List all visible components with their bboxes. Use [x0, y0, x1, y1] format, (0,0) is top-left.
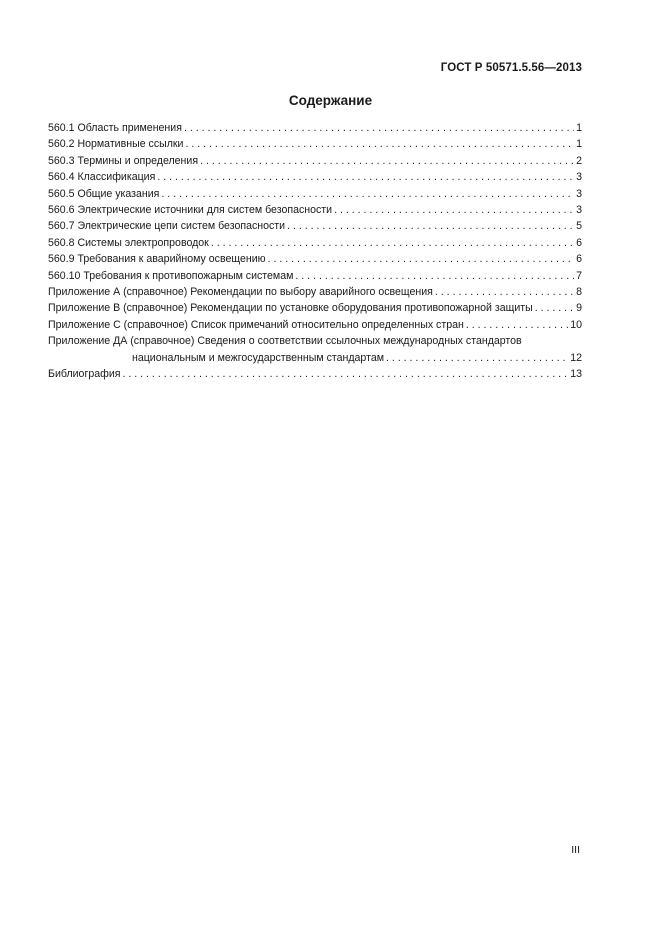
toc-entry[interactable] [48, 366, 582, 382]
toc-entry-page: 9 [576, 302, 582, 315]
toc-leader-dots [268, 251, 575, 267]
toc-entry-label: 560.5 Общие указания [48, 187, 160, 200]
toc-entry-page: 2 [576, 154, 582, 167]
toc-entry-multiline[interactable] [48, 333, 582, 366]
toc-entry-label: 560.3 Термины и определения [48, 154, 199, 167]
toc-entry-page: 10 [570, 318, 582, 331]
toc-entry[interactable] [48, 136, 582, 152]
toc-entry-label: 560.7 Электрические цепи систем безопасности [48, 220, 286, 233]
toc-entry-label: 560.8 Системы электропроводок [48, 236, 209, 249]
toc-leader-dots [211, 235, 574, 251]
toc-entry-page: 3 [576, 187, 582, 200]
toc-entry-label: 560.6 Электрические источники для систем безопасности [48, 204, 333, 217]
toc-entry-page: 6 [576, 253, 582, 266]
toc-leader-dots [122, 366, 568, 382]
toc-entry-page: 3 [576, 171, 582, 184]
toc-entry-label: 560.4 Классификация [48, 171, 156, 184]
toc-entry-page: 1 [576, 138, 582, 151]
toc-entry[interactable] [48, 202, 582, 218]
toc-leader-dots [185, 136, 574, 152]
standard-code: ГОСТ Р 50571.5.56—2013 [440, 62, 582, 74]
toc-entry-label: Приложение А (справочное) Рекомендации по выбору аварийного освещения [48, 286, 433, 299]
toc-leader-dots [386, 350, 568, 366]
toc-entry-label: Приложение В (справочное) Рекомендации по установке оборудования противопожарной защиты [48, 302, 533, 315]
toc-entry[interactable] [48, 268, 582, 284]
toc-entry[interactable] [48, 317, 582, 333]
toc-entry-label-line2: национальным и межгосударственным стандартам [132, 351, 384, 364]
toc-leader-dots [200, 153, 574, 169]
toc-entry-label: Приложение С (справочное) Список примечаний относительно определенных стран [48, 318, 464, 331]
toc-entry[interactable] [48, 153, 582, 169]
toc-entry-label: 560.9 Требования к аварийному освещению [48, 253, 266, 266]
toc-entry-page: 3 [576, 204, 582, 217]
toc-entry[interactable] [48, 284, 582, 300]
toc-entry-label: 560.10 Требования к противопожарным системам [48, 269, 294, 282]
toc-entry-page: 5 [576, 220, 582, 233]
toc-entry-page: 7 [576, 269, 582, 282]
toc-entry-page: 8 [576, 286, 582, 299]
toc-entry-label: 560.2 Нормативные ссылки [48, 138, 184, 151]
table-of-contents [48, 120, 582, 383]
toc-entry[interactable] [48, 235, 582, 251]
toc-entry[interactable] [48, 120, 582, 136]
toc-leader-dots [295, 268, 574, 284]
toc-entry[interactable] [48, 169, 582, 185]
toc-leader-dots [287, 218, 574, 234]
toc-leader-dots [161, 186, 574, 202]
toc-title: Содержание [288, 93, 373, 108]
toc-leader-dots [184, 120, 574, 136]
toc-leader-dots [466, 317, 568, 333]
toc-entry-label-line1: Приложение ДА (справочное) Сведения о соответствии ссылочных международных стандартов [48, 335, 522, 348]
page-number: III [571, 844, 580, 856]
toc-entry[interactable] [48, 186, 582, 202]
toc-entry[interactable] [48, 300, 582, 316]
toc-entry[interactable] [48, 251, 582, 267]
toc-entry-label: 560.1 Область применения [48, 122, 182, 134]
toc-leader-dots [157, 169, 574, 185]
toc-entry-page: 12 [570, 351, 582, 364]
toc-entry-page: 6 [576, 236, 582, 249]
toc-leader-dots [535, 300, 574, 316]
toc-entry-label: Библиография [48, 368, 121, 381]
toc-leader-dots [334, 202, 574, 218]
toc-entry[interactable] [48, 218, 582, 234]
toc-entry-page: 1 [576, 122, 582, 134]
toc-leader-dots [435, 284, 574, 300]
toc-entry-page: 13 [570, 368, 582, 381]
